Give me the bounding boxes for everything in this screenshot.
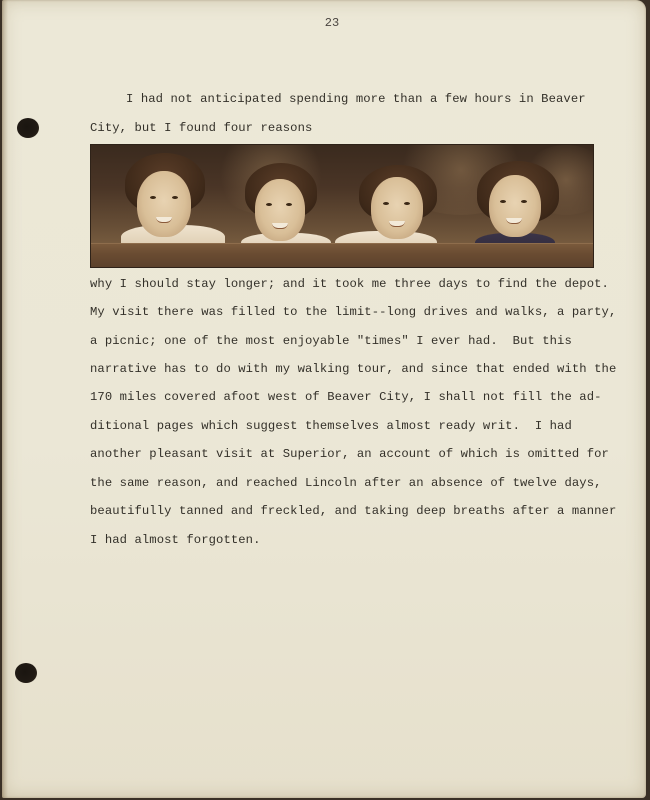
page-number: 23 [324, 16, 340, 30]
text-line: beautifully tanned and freckled, and taking deep breaths after a manner [90, 504, 617, 518]
text-line: narrative has to do with my walking tour, and since that ended with the [90, 362, 617, 376]
text-line: another pleasant visit at Superior, an account of which is omitted for [90, 447, 609, 461]
text-line: City, but I found four reasons [90, 121, 313, 135]
portrait-face [137, 171, 191, 237]
text-line: ditional pages which suggest themselves almost ready writ. I had [90, 419, 572, 433]
text-line: My visit there was filled to the limit--long drives and walks, a party, [90, 305, 617, 319]
portrait-face [255, 179, 305, 241]
text-line: why I should stay longer; and it took me three days to find the depot. [90, 277, 609, 291]
page-edge-shadow [2, 0, 8, 798]
document-page [2, 0, 646, 798]
text-line: 170 miles covered afoot west of Beaver City, I shall not fill the ad- [90, 390, 602, 404]
binder-punch-hole [17, 118, 39, 138]
portrait-face [489, 175, 541, 237]
text-line: I had not anticipated spending more than a few hours in Beaver [126, 92, 586, 106]
text-line: the same reason, and reached Lincoln after an absence of twelve days, [90, 476, 602, 490]
portrait-face [371, 177, 423, 239]
binder-punch-hole [15, 663, 37, 683]
group-photograph [91, 145, 593, 267]
text-line: I had almost forgotten. [90, 533, 261, 547]
text-line: a picnic; one of the most enjoyable "times" I ever had. But this [90, 334, 572, 348]
wooden-railing [91, 243, 593, 267]
